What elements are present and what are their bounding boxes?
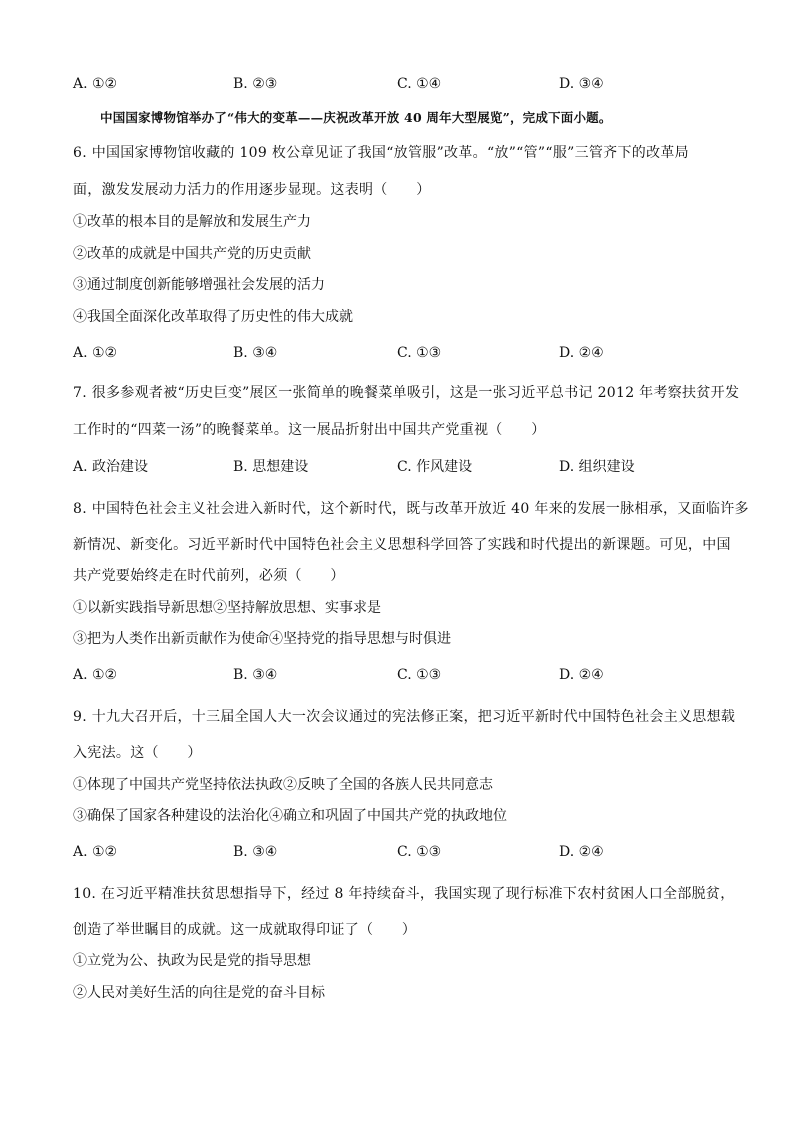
q6-statement-4: ④我国全面深化改革取得了历史性的伟大成就 (73, 309, 353, 325)
q10-statement-1: ①立党为公、执政为民是党的指导思想 (73, 953, 311, 969)
q9-statement-1: ①体现了中国共产党坚持依法执政②反映了全国的各族人民共同意志 (73, 777, 493, 793)
q10-stem-line-2: 创造了举世瞩目的成就。这一成就取得印证了（ ） (73, 922, 417, 938)
option-b: B. ③④ (233, 345, 278, 361)
option-a: A. 政治建设 (73, 459, 149, 475)
q6-statement-2: ②改革的成就是中国共产党的历史贡献 (73, 246, 311, 262)
q8-statement-1: ①以新实践指导新思想②坚持解放思想、实事求是 (73, 600, 381, 616)
q8-stem-line-3: 共产党要始终走在时代前列，必须（ ） (73, 568, 345, 584)
q7-stem-line-2: 工作时的“四菜一汤”的晚餐菜单。这一展品折射出中国共产党重视（ ） (73, 422, 546, 438)
option-d: D. ②④ (559, 844, 604, 860)
option-a: A. ①② (73, 844, 118, 860)
option-d: D. ③④ (559, 76, 604, 92)
option-a: A. ①② (73, 76, 118, 92)
option-b: B. ③④ (233, 844, 278, 860)
q8-stem-line-2: 新情况、新变化。习近平新时代中国特色社会主义思想科学回答了实践和时代提出的新课题。可见，中国 (73, 537, 731, 553)
q6-statement-1: ①改革的根本目的是解放和发展生产力 (73, 214, 311, 230)
q10-stem-line-1: 10. 在习近平精准扶贫思想指导下，经过 8 年持续奋斗，我国实现了现行标准下农村贫困人口全部脱贫， (73, 886, 735, 902)
q8-options-row (73, 666, 733, 684)
q9-statement-2: ③确保了国家各种建设的法治化④确立和巩固了中国共产党的执政地位 (73, 808, 507, 824)
q6-statement-3: ③通过制度创新能够增强社会发展的活力 (73, 277, 325, 293)
q6-options-row (73, 344, 733, 362)
option-d: D. ②④ (559, 667, 604, 683)
option-c: C. ①③ (397, 844, 442, 860)
option-d: D. ②④ (559, 345, 604, 361)
q8-statement-2: ③把为人类作出新贡献作为使命④坚持党的指导思想与时俱进 (73, 631, 451, 647)
q9-stem-line-1: 9. 十九大召开后，十三届全国人大一次会议通过的宪法修正案，把习近平新时代中国特色社会主义思想载 (73, 709, 736, 725)
q8-stem-line-1: 8. 中国特色社会主义社会进入新时代，这个新时代，既与改革开放近 40 年来的发展一脉相承，又面临许多 (73, 501, 749, 517)
q6-stem-line-2: 面，激发发展动力活力的作用逐步显现。这表明（ ） (73, 182, 431, 198)
option-a: A. ①② (73, 345, 118, 361)
option-a: A. ①② (73, 667, 118, 683)
option-b: B. ②③ (233, 76, 278, 92)
q7-stem-line-1: 7. 很多参观者被“历史巨变”展区一张简单的晚餐菜单吸引，这是一张习近平总书记 2012 年考察扶贫开发 (73, 385, 740, 401)
q9-stem-line-2: 入宪法。这（ ） (73, 745, 202, 761)
option-b: B. 思想建设 (233, 459, 309, 475)
option-c: C. ①④ (397, 76, 442, 92)
section-intro: 中国国家博物馆举办了“伟大的变革——庆祝改革开放 40 周年大型展览”，完成下面小题。 (100, 110, 612, 125)
option-c: C. ①③ (397, 667, 442, 683)
q9-options-row (73, 843, 733, 861)
q10-statement-2: ②人民对美好生活的向往是党的奋斗目标 (73, 985, 325, 1001)
options-row-prev (73, 75, 733, 93)
option-c: C. 作风建设 (397, 459, 473, 475)
option-d: D. 组织建设 (559, 459, 635, 475)
option-c: C. ①③ (397, 345, 442, 361)
q6-stem-line-1: 6. 中国国家博物馆收藏的 109 枚公章见证了我国“放管服”改革。“放”“管”“服”三管齐下的改革局 (73, 145, 689, 161)
option-b: B. ③④ (233, 667, 278, 683)
q7-options-row (73, 458, 733, 476)
